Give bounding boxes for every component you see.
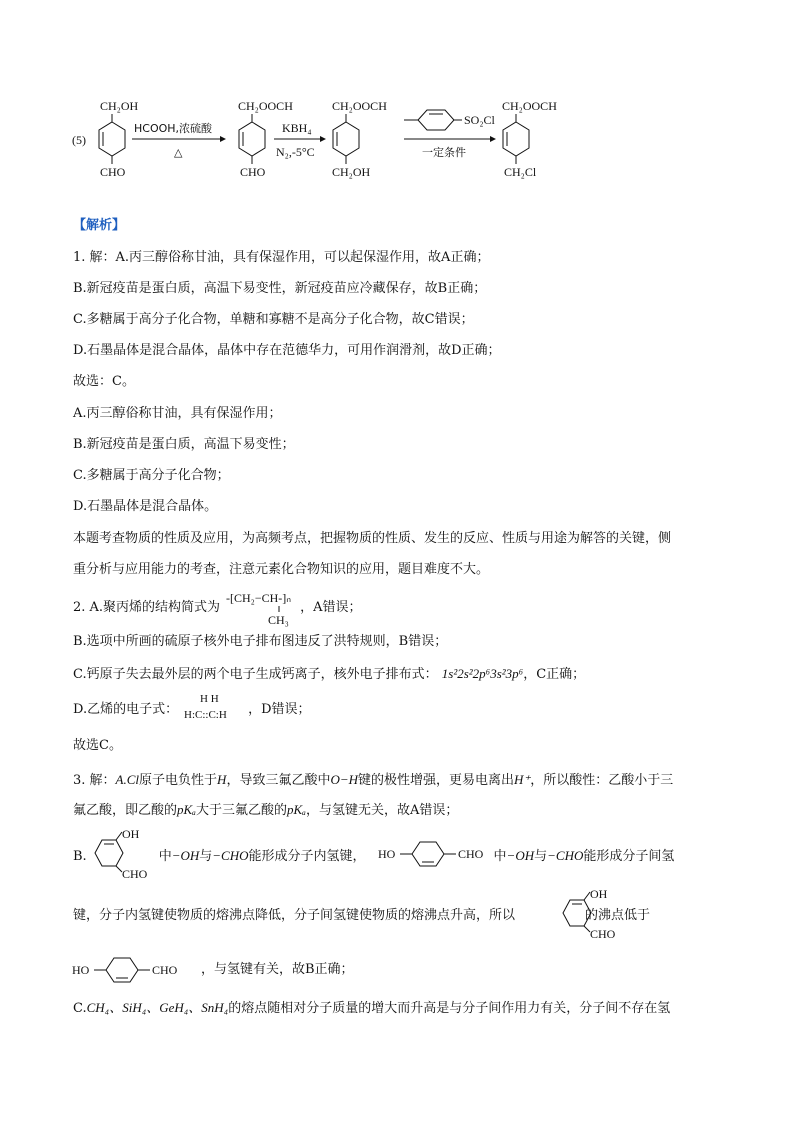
q1-answer: 故选：C。	[73, 374, 135, 389]
q2-line-a: 2. A.聚丙烯的结构简式为 ，A错误；	[73, 600, 362, 615]
o-hydroxybenzaldehyde-structure	[86, 826, 158, 880]
svg-text:H:C::C:H: H:C::C:H	[184, 709, 227, 721]
analysis-heading: 【解析】	[73, 218, 126, 233]
q3-line-b: B. 中−OH与−CHO能形成分子内氢键， 中−OH与−CHO能形成分子间氢	[73, 848, 675, 864]
intermediate-molecule-3	[332, 99, 387, 179]
svg-text:CHO: CHO	[240, 165, 266, 179]
reaction-arrow-3	[404, 110, 496, 159]
q2-line-b: B.选项中所画的硫原子核外电子排布图违反了洪特规则，B错误；	[73, 634, 448, 649]
q1-line-7: B.新冠疫苗是蛋白质，高温下易变性；	[73, 437, 295, 452]
p-hydroxybenzaldehyde-structure-2	[72, 954, 200, 986]
q1-summary-1: 本题考查物质的性质及应用，为高频考点，把握物质的性质、发生的反应、性质与用途为解答的关键，侧	[73, 531, 672, 546]
polypropylene-formula	[224, 588, 304, 628]
q2-line-d: D.乙烯的电子式： ，D错误；	[73, 702, 311, 717]
svg-text:H H: H H	[200, 693, 219, 705]
q3-line-1: 3. 解：A.Cl原子电负性于H，导致三氟乙酸中O−H键的极性增强，更易电离出H⁺，所以酸性：乙酸小于三	[73, 772, 674, 788]
svg-text:HCOOH,浓硫酸: HCOOH,浓硫酸	[134, 122, 213, 135]
q3-line-b3: ，与氢键有关，故B正确；	[201, 962, 354, 977]
q3-line-2: 氟乙酸，即乙酸的pKₐ大于三氟乙酸的pKₐ，与氢键无关，故A错误；	[73, 802, 459, 818]
q1-line-8: C.多糖属于高分子化合物；	[73, 468, 230, 483]
reaction-scheme	[70, 90, 730, 190]
reaction-arrow-2	[274, 121, 326, 159]
p-hydroxybenzaldehyde-structure	[378, 838, 506, 870]
q1-summary-2: 重分析与应用能力的考查，注意元素化合物知识的应用，题目难度不大。	[73, 562, 490, 577]
svg-text:CHO: CHO	[152, 963, 178, 977]
svg-text:CH₃: CH₃	[268, 613, 289, 627]
product-molecule	[502, 99, 557, 179]
svg-text:CH₂OH: CH₂OH	[100, 99, 139, 113]
q2-answer: 故选C。	[73, 738, 122, 753]
svg-text:-[CH₂−CH-]ₙ: -[CH₂−CH-]ₙ	[226, 591, 292, 605]
svg-text:SO₂Cl: SO₂Cl	[464, 113, 495, 127]
q3-line-b2: 键，分子内氢键使物质的熔沸点降低，分子间氢键使物质的熔沸点升高，所以 的沸点低于	[73, 908, 651, 923]
svg-text:CH₂OOCH: CH₂OOCH	[332, 99, 387, 113]
benzene-ring-reagent	[418, 110, 454, 130]
svg-text:CHO: CHO	[100, 165, 126, 179]
electron-config: 1s²2s²2p⁶3s²3p⁶	[441, 666, 524, 681]
ethylene-electron-formula	[182, 690, 252, 726]
q1-line-2: B.新冠疫苗是蛋白质，高温下易变性，新冠疫苗应冷藏保存，故B正确；	[73, 281, 487, 296]
o-hydroxybenzaldehyde-structure-2	[554, 886, 626, 940]
svg-text:CH₂Cl: CH₂Cl	[504, 165, 537, 179]
q1-line-9: D.石墨晶体是混合晶体。	[73, 499, 218, 514]
svg-text:CH₂OOCH: CH₂OOCH	[238, 99, 293, 113]
svg-text:△: △	[174, 146, 183, 159]
svg-text:OH: OH	[590, 887, 608, 901]
q2-line-c: C.钙原子失去最外层的两个电子生成钙离子，核外电子排布式： 1s²2s²2p⁶3s²3p⁶，C正确；	[73, 666, 586, 682]
svg-text:CHO: CHO	[122, 867, 148, 880]
svg-text:CHO: CHO	[458, 847, 484, 861]
svg-text:CH₂OH: CH₂OH	[332, 165, 371, 179]
svg-text:一定条件: 一定条件	[422, 146, 466, 159]
svg-text:HO: HO	[72, 963, 90, 977]
q1-line-1: 1. 解：A.丙三醇俗称甘油，具有保湿作用，可以起保湿作用，故A正确；	[73, 250, 490, 265]
q3-line-c: C.CH₄、SiH₄、GeH₄、SnH₄的熔点随相对分子质量的增大而升高是与分子间作用力有关，分子间不存在氢	[73, 1000, 671, 1016]
svg-text:CHO: CHO	[590, 927, 616, 940]
svg-text:N₂,-5°C: N₂,-5°C	[276, 145, 315, 159]
scheme-step-label: (5)	[72, 133, 86, 147]
q1-line-3: C.多糖属于高分子化合物，单糖和寡糖不是高分子化合物，故C错误；	[73, 312, 474, 327]
reaction-arrow-1	[132, 121, 226, 159]
svg-text:KBH₄: KBH₄	[282, 121, 312, 135]
svg-text:OH: OH	[122, 827, 140, 841]
q1-line-6: A.丙三醇俗称甘油，具有保湿作用；	[73, 406, 282, 421]
q1-line-4: D.石墨晶体是混合晶体，晶体中存在范德华力，可用作润滑剂，故D正确；	[73, 343, 501, 358]
svg-text:CH₂OOCH: CH₂OOCH	[502, 99, 557, 113]
svg-text:HO: HO	[378, 847, 396, 861]
